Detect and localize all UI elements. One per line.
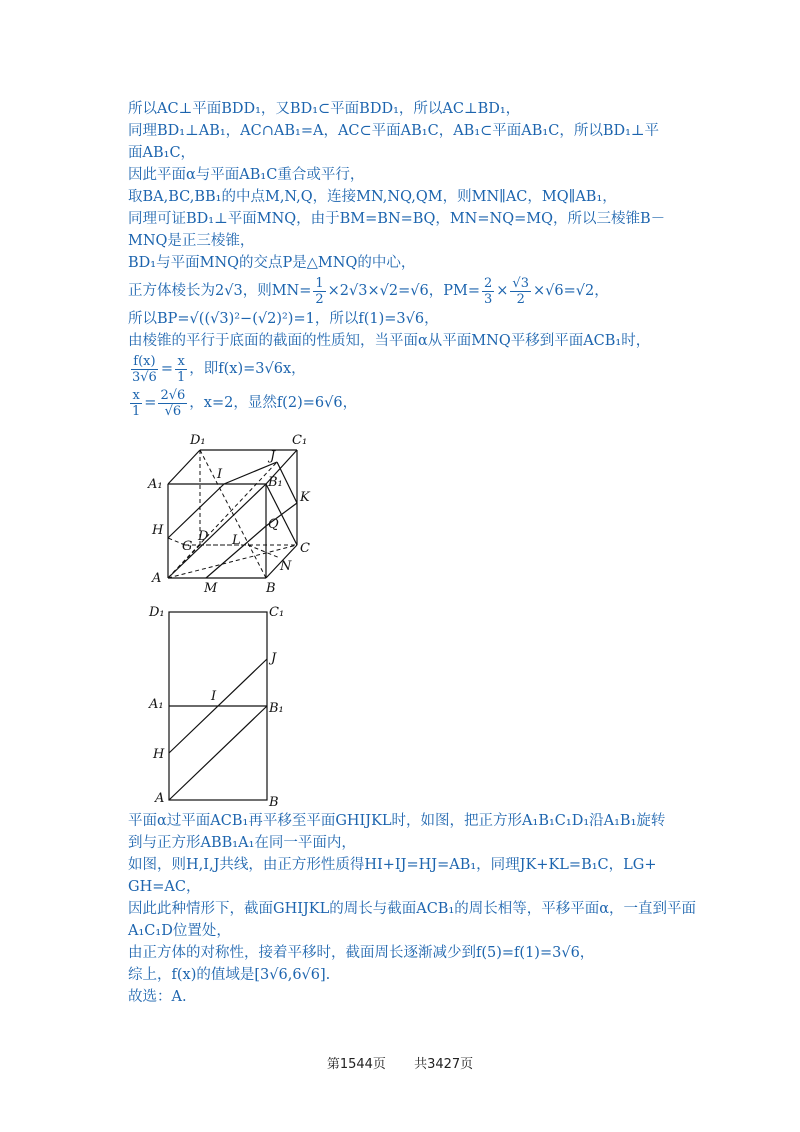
fraction [175, 354, 187, 385]
label-I: I [217, 467, 223, 482]
numerator: √3 [512, 275, 529, 291]
label-A1: A₁ [148, 477, 163, 492]
text-line: 故选：A. [128, 989, 187, 1005]
label-I: I [211, 689, 217, 704]
fraction [510, 276, 531, 307]
denominator: 1 [176, 369, 186, 385]
numerator: f(x) [133, 353, 156, 369]
cube-figure [140, 428, 330, 598]
text-line: 同理BD₁⊥AB₁，AC∩AB₁=A，AC⊂平面AB₁C，AB₁⊂平面AB₁C，所以BD₁⊥平 [128, 123, 660, 139]
label-C1: C₁ [292, 433, 308, 448]
label-K: K [300, 490, 310, 505]
page-footer [0, 1053, 800, 1072]
numerator: 2√6 [160, 387, 186, 403]
text-segment: ，即f(x)=3√6x， [189, 361, 306, 377]
text-segment: ，x=2，显然f(2)=6√6， [189, 395, 358, 411]
text-line: 因此平面α与平面AB₁C重合或平行， [128, 167, 365, 183]
text-line: 到与正方形ABB₁A₁在同一平面内， [128, 835, 356, 851]
text-line: 如图，则H,I,J共线，由正方形性质得HI+IJ=HJ=AB₁，同理JK+KL=B₁C，LG+ [128, 857, 657, 873]
denominator: 1 [132, 403, 141, 419]
denominator: 3√6 [132, 369, 157, 385]
fraction [158, 388, 187, 419]
label-A: A [152, 571, 162, 586]
text-line: 综上，f(x)的值域是[3√6,6√6]. [128, 967, 331, 983]
label-A1: A₁ [149, 697, 164, 712]
formula-line [128, 274, 688, 308]
text-line: 取BA,BC,BB₁的中点M,N,Q，连接MN,NQ,QM，则MN∥AC，MQ∥AB₁， [128, 189, 617, 205]
text-segment: ×2√3×√2=√6，PM= [327, 283, 480, 299]
label-D1: D₁ [149, 605, 165, 620]
numerator: x [132, 387, 140, 403]
label-G: G [182, 539, 193, 554]
label-Q: Q [268, 517, 279, 532]
formula-line [128, 386, 688, 420]
solution-text [128, 98, 688, 420]
fraction [313, 276, 325, 307]
label-D1: D₁ [190, 433, 206, 448]
text-segment: ×√6=√2， [532, 283, 609, 299]
label-A: A [155, 791, 165, 806]
denominator: 2 [516, 291, 525, 307]
label-N: N [280, 559, 292, 574]
label-J: J [270, 449, 276, 464]
fraction [130, 354, 159, 385]
text-line: 由正方体的对称性，接着平移时，截面周长逐渐减少到f(5)=f(1)=3√6， [128, 945, 595, 961]
solution-text-continued [128, 810, 697, 1008]
label-J: J [271, 651, 277, 666]
text-line: 因此此种情形下，截面GHIJKL的周长与截面ACB₁的周长相等，平移平面α，一直到平面 [128, 901, 697, 917]
text-line: 由棱锥的平行于底面的截面的性质知，当平面α从平面MNQ平移到平面ACB₁时， [128, 333, 651, 349]
label-C1: C₁ [269, 605, 285, 620]
fraction [130, 388, 142, 419]
text-line: GH=AC， [128, 879, 201, 895]
text-line: A₁C₁D位置处， [128, 923, 231, 939]
label-D: D [198, 529, 209, 544]
label-L: L [232, 533, 241, 548]
label-B1: B₁ [269, 701, 284, 716]
text-segment: 正方体棱长为2√3，则MN= [128, 283, 312, 299]
text-line: 所以BP=√((√3)²−(√2)²)=1，所以f(1)=3√6， [128, 311, 439, 327]
label-H: H [152, 523, 164, 538]
denominator: 3 [483, 291, 493, 307]
text-line: BD₁与平面MNQ的交点P是△MNQ的中心， [128, 255, 416, 271]
page-number: 第1544页 [326, 1057, 386, 1072]
denominator: 2 [315, 291, 324, 307]
label-H: H [153, 747, 165, 762]
text-line: 面AB₁C， [128, 145, 196, 161]
label-B: B [269, 795, 279, 810]
text-line: 平面α过平面ACB₁再平移至平面GHIJKL时，如图，把正方形A₁B₁C₁D₁沿A₁B₁旋转 [128, 813, 666, 829]
text-line: 同理可证BD₁⊥平面MNQ，由于BM=BN=BQ，MN=NQ=MQ，所以三棱锥B－ [128, 211, 666, 227]
numerator: x [177, 353, 185, 369]
fraction [482, 276, 494, 307]
denominator: √6 [164, 403, 182, 419]
label-B1: B₁ [268, 475, 283, 490]
text-segment: = [160, 361, 173, 377]
text-line: 所以AC⊥平面BDD₁，又BD₁⊂平面BDD₁，所以AC⊥BD₁， [128, 101, 521, 117]
label-C: C [300, 541, 310, 556]
formula-line [128, 352, 688, 386]
text-segment: × [496, 283, 509, 299]
label-B: B [266, 581, 276, 596]
label-M: M [204, 581, 218, 596]
text-segment: = [144, 395, 157, 411]
numerator: 2 [483, 275, 493, 291]
unfolded-figure [145, 600, 295, 810]
numerator: 1 [315, 275, 324, 291]
page-total: 共3427页 [414, 1057, 474, 1072]
text-line: MNQ是正三棱锥， [128, 233, 255, 249]
